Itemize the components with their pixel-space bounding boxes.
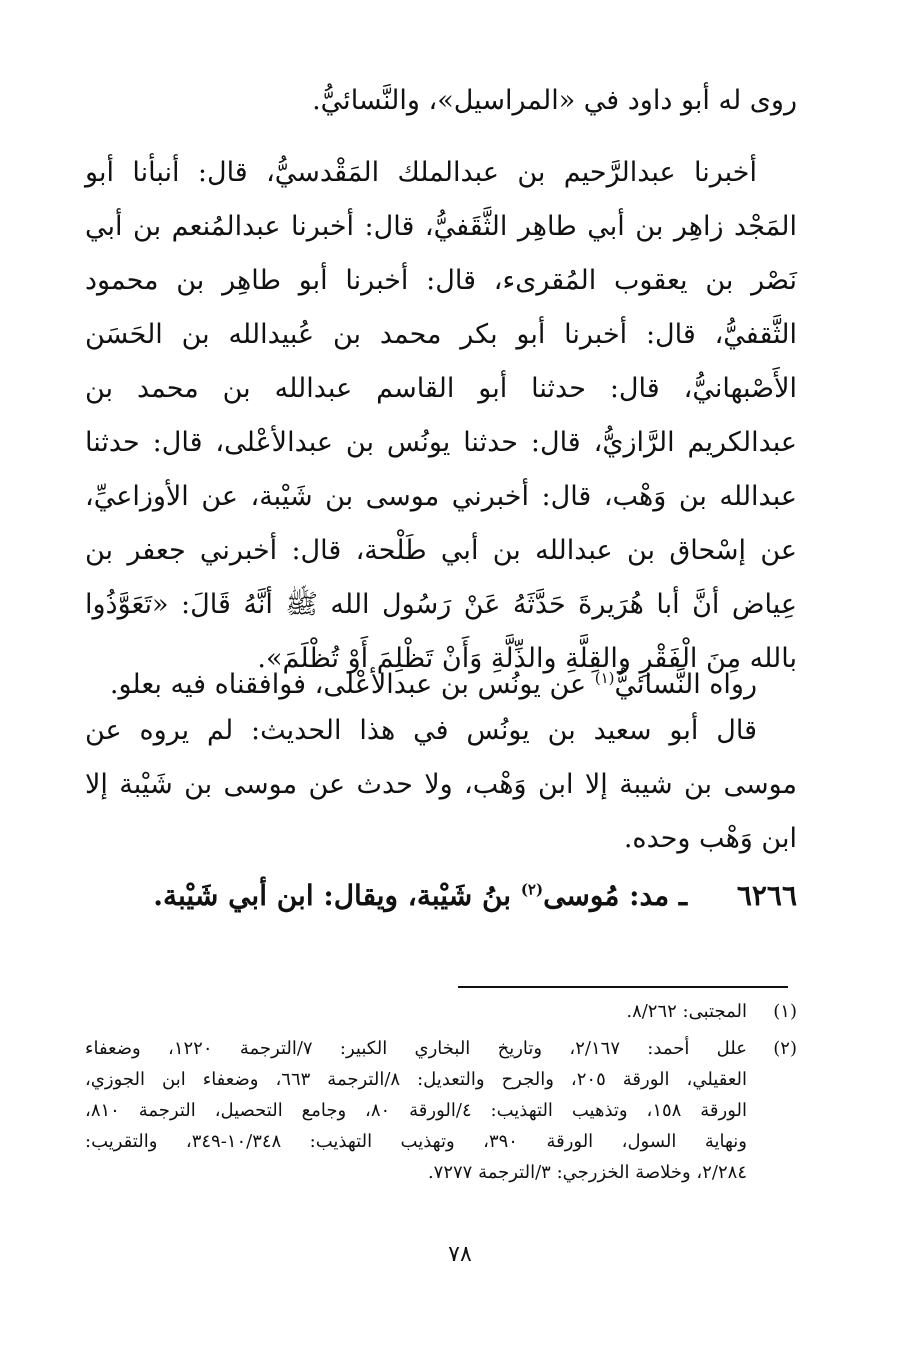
text-line: الأَصْبهانيُّ، قال: حدثنا أبو القاسم عبدالله بن محمد بن (85, 373, 797, 404)
footnote-line: المجتبى: ٨/٢٦٢. (626, 1001, 747, 1022)
paragraph-narrators (85, 74, 797, 128)
page-number: ٧٨ (448, 1242, 472, 1267)
footnote-1 (85, 996, 797, 1027)
text-after-footnote: عن يونُس بن عبدالأعْلى، فوافقناه فيه بعلو. (109, 669, 595, 700)
footnote-line: ونهاية السول، الورقة ٣٩٠، وتهذيب التهذيب: ١٠/٣٤٨-٣٤٩، والتقريب: (85, 1131, 747, 1152)
entry-heading (85, 868, 797, 924)
footnotes (85, 996, 797, 1188)
text-line: قال أبو سعيد بن يونُس في هذا الحديث: لم يروه عن (85, 715, 757, 746)
footnote-ref-2: (٢) (520, 880, 544, 899)
text-line: بالله مِنَ الْفَقْرِ والقِلَّةِ والذِّلَّةِ وَأَنْ تَظْلِمَ أَوْ تُظْلَمَ». (257, 643, 797, 674)
footnote-number: (١) (773, 1001, 797, 1022)
footnote-line: العقيلي، الورقة ٢٠٥، والجرح والتعديل: ٨/الترجمة ٦٦٣، وضعفاء ابن الجوزي، (85, 1069, 748, 1090)
text-line: عبدالكريم الرَّازيُّ، قال: حدثنا يونُس بن عبدالأعْلى، قال: حدثنا (85, 427, 797, 458)
footnote-line: علل أحمد: ٢/١٦٧، وتاريخ البخاري الكبير: ٧/الترجمة ١٢٢٠، وضعفاء (85, 1038, 747, 1059)
entry-name: مُوسى (543, 879, 630, 912)
text-line: عِياض أنَّ أبا هُرَيرةَ حَدَّثَهُ عَنْ رَسُول الله ﷺ أنَّهُ قَالَ: «تَعَوَّذُوا (85, 589, 797, 620)
footnote-line: ٢/٢٨٤، وخلاصة الخزرجي: ٣/الترجمة ٧٢٧٧. (427, 1162, 747, 1183)
text-line: أخبرنا عبدالرَّحيم بن عبدالملك المَقْدسيُّ، قال: أنبأنا أبو (85, 157, 757, 188)
footnote-number: (٢) (773, 1038, 797, 1059)
footnote-ref-1: (١) (594, 669, 615, 687)
text-line: ابن وَهْب وحده. (623, 823, 797, 854)
text-line: الثَّقفيُّ، قال: أخبرنا أبو بكر محمد بن عُبيدالله بن الحَسَن (85, 319, 797, 350)
entry-name-rest: بنُ شَيْبة، ويقال: ابن أبي شَيْبة. (153, 879, 521, 912)
text-line: نَصْر بن يعقوب المُقرىء، قال: أخبرنا أبو طاهِر بن محمود (85, 265, 797, 296)
text-line: المَجْد زاهِر بن أبي طاهِر الثَّقَفيُّ، قال: أخبرنا عبدالمُنعم بن أبي (85, 211, 797, 242)
text-line: موسى بن شيبة إلا ابن وَهْب، ولا حدث عن موسى بن شَيْبة إلا (85, 769, 797, 800)
footnote-line: الورقة ١٥٨، وتذهيب التهذيب: ٤/الورقة ٨٠، وجامع التحصيل، الترجمة ٨١٠، (85, 1100, 747, 1121)
text-line: عن إسْحاق بن عبدالله بن أبي طَلْحة، قال: أخبرني جعفر بن (85, 535, 797, 566)
paragraph-ibn-yunus (85, 704, 797, 866)
footnote-2 (85, 1033, 797, 1188)
text-before-footnote: رواه النَّسائيُّ (614, 669, 757, 700)
text-line: عبدالله بن وَهْب، قال: أخبرني موسى بن شَيْبة، عن الأوزاعيِّ، (85, 481, 797, 512)
footnote-separator (458, 986, 788, 988)
entry-number: ٦٢٦٦ ـ مد: (629, 879, 797, 912)
paragraph-isnad (85, 146, 797, 686)
text-line: روى له أبو داود في «المراسيل»، والنَّسائيُّ. (312, 85, 797, 116)
